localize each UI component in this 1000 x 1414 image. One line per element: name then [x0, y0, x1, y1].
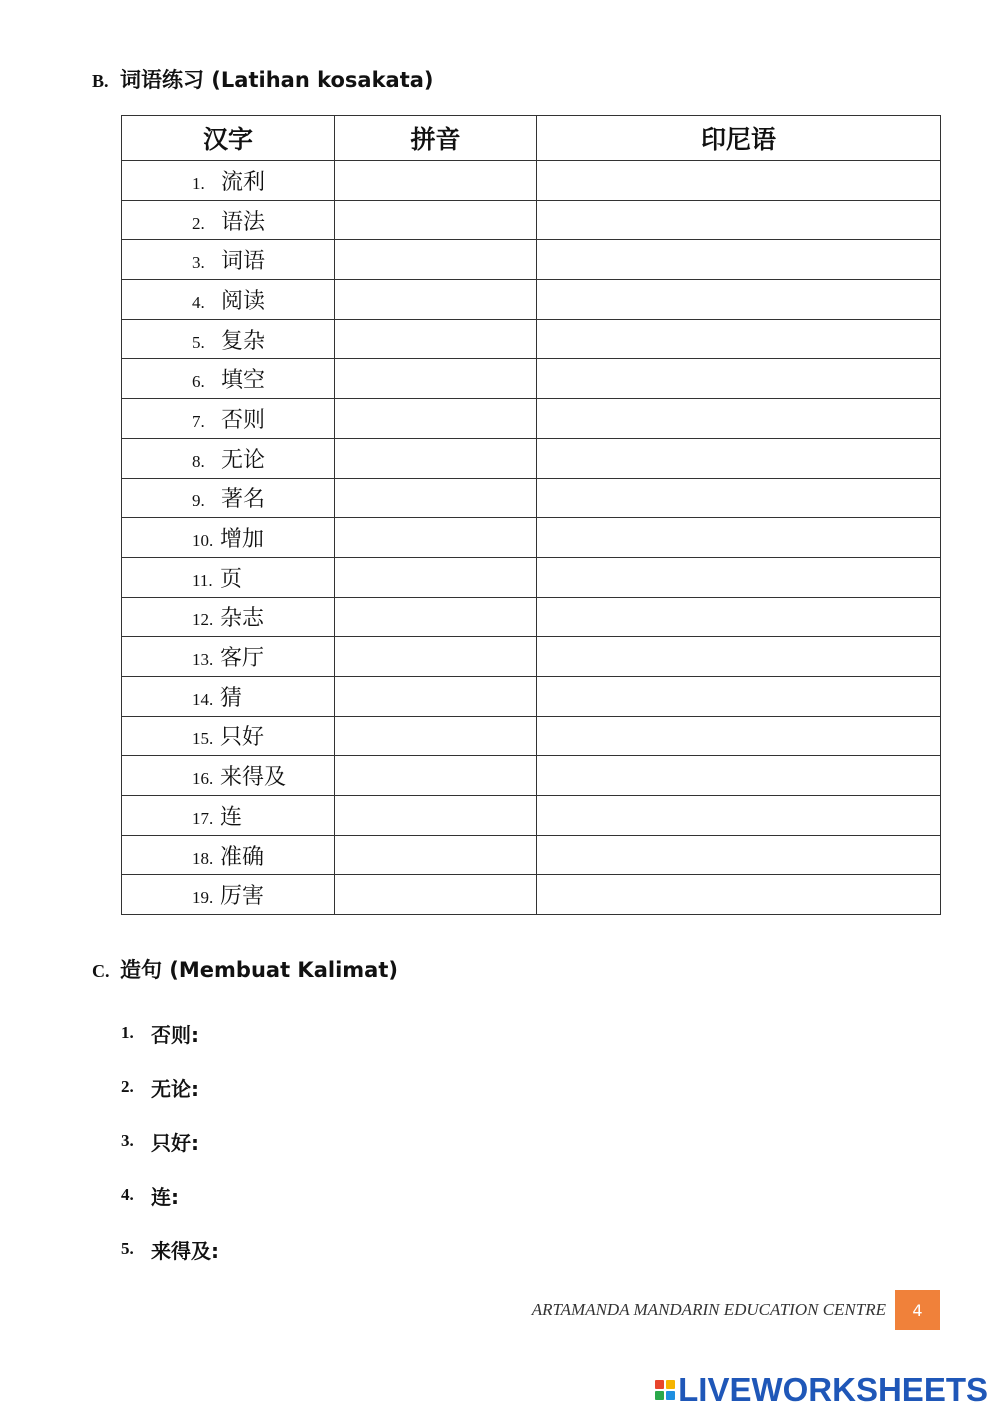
- pinyin-cell: [335, 161, 537, 201]
- header-hanzi: 汉字: [122, 116, 335, 161]
- section-b-letter: B.: [92, 71, 109, 91]
- table-row: [122, 359, 941, 399]
- section-b-heading: [92, 64, 434, 94]
- hanzi-cell: [122, 637, 335, 677]
- sentence-input[interactable]: [185, 1184, 921, 1207]
- hanzi-word: 猜: [220, 685, 243, 711]
- hanzi-cell: [122, 756, 335, 796]
- hanzi-word: 增加: [220, 527, 265, 553]
- pinyin-cell: [335, 676, 537, 716]
- indonesian-input[interactable]: [537, 836, 940, 875]
- table-row: [122, 796, 941, 836]
- pinyin-input[interactable]: [335, 677, 536, 716]
- indonesian-cell: [537, 716, 941, 756]
- indonesian-cell: [537, 478, 941, 518]
- pinyin-input[interactable]: [335, 240, 536, 279]
- table-row: [122, 676, 941, 716]
- row-number: 11.: [192, 570, 213, 590]
- pinyin-cell: [335, 756, 537, 796]
- indonesian-cell: [537, 359, 941, 399]
- indonesian-cell: [537, 399, 941, 439]
- indonesian-input[interactable]: [537, 280, 940, 319]
- pinyin-input[interactable]: [335, 518, 536, 557]
- page-number-badge: 4: [895, 1290, 940, 1330]
- table-row: [122, 557, 941, 597]
- indonesian-input[interactable]: [537, 637, 940, 676]
- item-number: 1.: [121, 1023, 134, 1042]
- hanzi-cell: [122, 359, 335, 399]
- table-row: [122, 597, 941, 637]
- table-row: [122, 835, 941, 875]
- pinyin-cell: [335, 716, 537, 756]
- footer-centre-name: ARTAMANDA MANDARIN EDUCATION CENTRE: [531, 1300, 886, 1319]
- row-number: 10.: [192, 531, 214, 551]
- table-row: [122, 518, 941, 558]
- pinyin-cell: [335, 399, 537, 439]
- hanzi-word: 否则: [221, 407, 266, 433]
- indonesian-input[interactable]: [537, 399, 940, 438]
- indonesian-input[interactable]: [537, 796, 940, 835]
- hanzi-word: 词语: [221, 249, 266, 275]
- vocabulary-table: [121, 115, 941, 915]
- hanzi-cell: [122, 240, 335, 280]
- item-label: 只好:: [151, 1130, 199, 1155]
- pinyin-cell: [335, 200, 537, 240]
- indonesian-cell: [537, 637, 941, 677]
- indonesian-input[interactable]: [537, 320, 940, 359]
- hanzi-word: 只好: [220, 725, 265, 751]
- section-b-title: 词语练习 (Latihan kosakata): [120, 68, 434, 92]
- item-label: 否则:: [151, 1022, 199, 1047]
- list-item: [121, 1168, 921, 1222]
- hanzi-word: 页: [220, 566, 243, 592]
- pinyin-input[interactable]: [335, 796, 536, 835]
- pinyin-input[interactable]: [335, 399, 536, 438]
- hanzi-cell: [122, 557, 335, 597]
- row-number: 12.: [192, 610, 214, 630]
- row-number: 9.: [192, 491, 205, 511]
- indonesian-input[interactable]: [537, 518, 940, 557]
- indonesian-input[interactable]: [537, 479, 940, 518]
- row-number: 16.: [192, 769, 214, 789]
- hanzi-cell: [122, 676, 335, 716]
- liveworksheets-mark-icon: [655, 1380, 675, 1400]
- hanzi-word: 填空: [221, 368, 266, 394]
- indonesian-cell: [537, 875, 941, 915]
- item-label: 无论:: [151, 1076, 199, 1101]
- table-header-row: [122, 116, 941, 161]
- indonesian-input[interactable]: [537, 161, 940, 200]
- pinyin-cell: [335, 240, 537, 280]
- list-item: [121, 1114, 921, 1168]
- item-number: 5.: [121, 1239, 134, 1258]
- pinyin-cell: [335, 280, 537, 320]
- row-number: 4.: [192, 292, 205, 312]
- indonesian-cell: [537, 557, 941, 597]
- hanzi-cell: [122, 438, 335, 478]
- section-c-title: 造句 (Membuat Kalimat): [120, 958, 398, 982]
- indonesian-input[interactable]: [537, 717, 940, 756]
- hanzi-cell: [122, 597, 335, 637]
- hanzi-cell: [122, 478, 335, 518]
- table-row: [122, 319, 941, 359]
- table-row: [122, 716, 941, 756]
- indonesian-cell: [537, 597, 941, 637]
- pinyin-input[interactable]: [335, 836, 536, 875]
- pinyin-cell: [335, 438, 537, 478]
- hanzi-word: 连: [220, 804, 243, 830]
- indonesian-input[interactable]: [537, 677, 940, 716]
- liveworksheets-logo-text: LIVEWORKSHEETS: [678, 1371, 988, 1408]
- hanzi-word: 来得及: [220, 765, 287, 791]
- table-row: [122, 637, 941, 677]
- section-c-heading: [92, 954, 398, 984]
- pinyin-input[interactable]: [335, 479, 536, 518]
- table-row: [122, 756, 941, 796]
- list-item: [121, 1060, 921, 1114]
- pinyin-input[interactable]: [335, 359, 536, 398]
- sentence-list: [121, 1006, 921, 1276]
- hanzi-word: 准确: [220, 844, 265, 870]
- hanzi-word: 杂志: [220, 606, 265, 632]
- table-row: [122, 399, 941, 439]
- row-number: 1.: [192, 173, 205, 193]
- pinyin-input[interactable]: [335, 161, 536, 200]
- row-number: 13.: [192, 650, 214, 670]
- hanzi-word: 流利: [221, 169, 266, 195]
- row-number: 18.: [192, 848, 214, 868]
- hanzi-cell: [122, 161, 335, 201]
- pinyin-cell: [335, 518, 537, 558]
- row-number: 2.: [192, 213, 205, 233]
- table-row: [122, 438, 941, 478]
- item-label: 来得及:: [151, 1238, 219, 1263]
- hanzi-word: 无论: [221, 447, 266, 473]
- indonesian-cell: [537, 835, 941, 875]
- indonesian-cell: [537, 756, 941, 796]
- hanzi-word: 客厅: [220, 646, 265, 672]
- item-number: 4.: [121, 1185, 134, 1204]
- hanzi-word: 著名: [221, 487, 266, 513]
- table-row: [122, 875, 941, 915]
- hanzi-cell: [122, 518, 335, 558]
- hanzi-cell: [122, 835, 335, 875]
- indonesian-input[interactable]: [537, 875, 940, 914]
- item-label: 连:: [151, 1184, 179, 1209]
- hanzi-word: 语法: [221, 209, 266, 235]
- pinyin-input[interactable]: [335, 558, 536, 597]
- header-indonesian: 印尼语: [537, 116, 941, 161]
- row-number: 19.: [192, 888, 214, 908]
- indonesian-cell: [537, 161, 941, 201]
- hanzi-word: 复杂: [221, 328, 266, 354]
- hanzi-cell: [122, 280, 335, 320]
- item-number: 2.: [121, 1077, 134, 1096]
- indonesian-input[interactable]: [537, 598, 940, 637]
- indonesian-cell: [537, 200, 941, 240]
- pinyin-cell: [335, 478, 537, 518]
- indonesian-input[interactable]: [537, 558, 940, 597]
- pinyin-cell: [335, 875, 537, 915]
- hanzi-word: 厉害: [220, 884, 265, 910]
- hanzi-cell: [122, 716, 335, 756]
- row-number: 6.: [192, 372, 205, 392]
- indonesian-cell: [537, 280, 941, 320]
- pinyin-cell: [335, 597, 537, 637]
- header-pinyin: 拼音: [335, 116, 537, 161]
- indonesian-input[interactable]: [537, 201, 940, 240]
- sentence-input[interactable]: [205, 1130, 921, 1153]
- indonesian-cell: [537, 438, 941, 478]
- pinyin-input[interactable]: [335, 637, 536, 676]
- pinyin-input[interactable]: [335, 320, 536, 359]
- section-c-letter: C.: [92, 961, 110, 981]
- hanzi-cell: [122, 875, 335, 915]
- table-row: [122, 280, 941, 320]
- indonesian-cell: [537, 796, 941, 836]
- indonesian-cell: [537, 319, 941, 359]
- row-number: 17.: [192, 808, 214, 828]
- row-number: 15.: [192, 729, 214, 749]
- table-row: [122, 240, 941, 280]
- row-number: 3.: [192, 253, 205, 273]
- item-number: 3.: [121, 1131, 134, 1150]
- indonesian-input[interactable]: [537, 240, 940, 279]
- indonesian-input[interactable]: [537, 756, 940, 795]
- hanzi-cell: [122, 399, 335, 439]
- row-number: 14.: [192, 689, 214, 709]
- pinyin-cell: [335, 319, 537, 359]
- pinyin-input[interactable]: [335, 875, 536, 914]
- pinyin-cell: [335, 557, 537, 597]
- indonesian-input[interactable]: [537, 439, 940, 478]
- indonesian-cell: [537, 676, 941, 716]
- pinyin-cell: [335, 835, 537, 875]
- list-item: [121, 1006, 921, 1060]
- indonesian-cell: [537, 240, 941, 280]
- hanzi-cell: [122, 319, 335, 359]
- pinyin-input[interactable]: [335, 280, 536, 319]
- table-row: [122, 200, 941, 240]
- pinyin-input[interactable]: [335, 598, 536, 637]
- table-row: [122, 161, 941, 201]
- pinyin-input[interactable]: [335, 756, 536, 795]
- sentence-input[interactable]: [225, 1238, 921, 1261]
- indonesian-cell: [537, 518, 941, 558]
- pinyin-cell: [335, 637, 537, 677]
- row-number: 7.: [192, 411, 205, 431]
- pinyin-input[interactable]: [335, 201, 536, 240]
- pinyin-input[interactable]: [335, 439, 536, 478]
- row-number: 8.: [192, 451, 205, 471]
- indonesian-input[interactable]: [537, 359, 940, 398]
- liveworksheets-logo: [655, 1371, 988, 1409]
- hanzi-word: 阅读: [221, 288, 266, 314]
- pinyin-cell: [335, 359, 537, 399]
- hanzi-cell: [122, 796, 335, 836]
- hanzi-cell: [122, 200, 335, 240]
- table-row: [122, 478, 941, 518]
- row-number: 5.: [192, 332, 205, 352]
- list-item: [121, 1222, 921, 1276]
- sentence-input[interactable]: [205, 1022, 921, 1045]
- pinyin-cell: [335, 796, 537, 836]
- sentence-input[interactable]: [205, 1076, 921, 1099]
- pinyin-input[interactable]: [335, 717, 536, 756]
